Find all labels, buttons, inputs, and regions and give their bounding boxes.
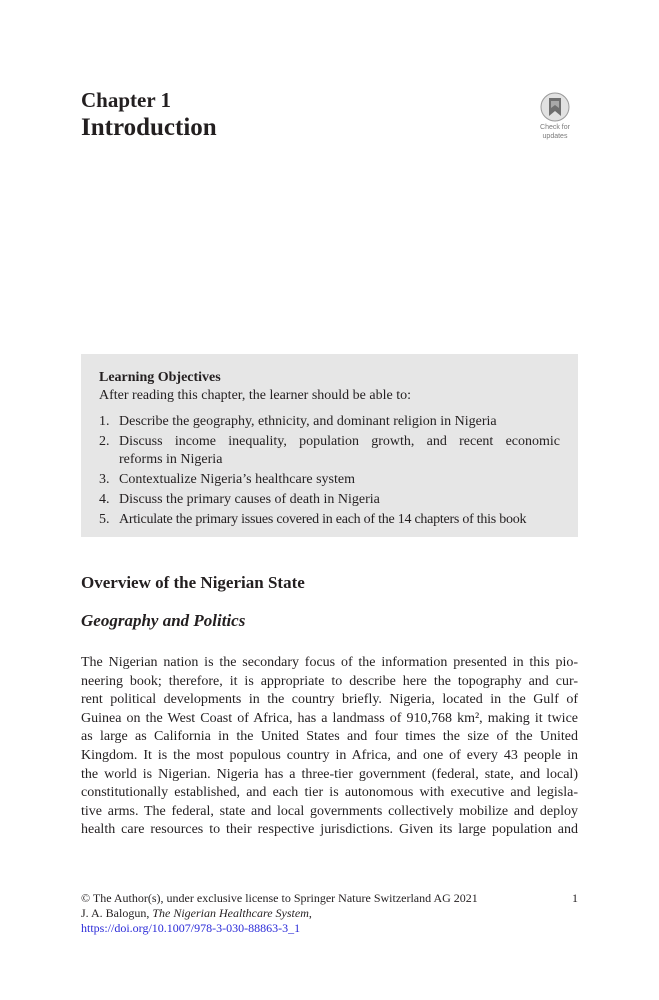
list-item	[99, 413, 560, 431]
list-item	[99, 511, 560, 529]
list-item-number: 3.	[99, 472, 110, 487]
objectives-intro: After reading this chapter, the learner should be able to:	[99, 388, 411, 403]
list-item-text: Discuss the primary causes of death in Nigeria	[119, 492, 380, 507]
check-for-updates-badge[interactable]	[533, 92, 577, 140]
subsection-heading: Geography and Politics	[81, 611, 246, 630]
body-line: constitutionally established, and each tier is autonomous with executive and legisla-	[81, 785, 578, 801]
body-line: health care resources to their respective jurisdictions. Given its large population and	[81, 822, 578, 838]
citation-author: J. A. Balogun,	[81, 906, 153, 920]
list-item	[99, 433, 560, 469]
body-line: The Nigerian nation is the secondary focus of the information presented in this pio-	[81, 655, 578, 670]
list-item-number: 2.	[99, 434, 110, 449]
learning-objectives-box	[81, 354, 578, 537]
citation-book-title: The Nigerian Healthcare System	[152, 906, 309, 920]
badge-line-1: Check for	[540, 124, 570, 131]
list-item-number: 1.	[99, 414, 110, 429]
body-line: Guinea on the West Coast of Africa, has a landmass of 910,768 km², making it twice	[81, 710, 578, 726]
body-line: tive arms. The federal, state and local governments collectively mobilize and deploy	[81, 803, 578, 819]
objectives-list	[99, 413, 560, 531]
badge-line-2: updates	[542, 133, 568, 140]
body-line: as large as California in the United States and four times the size of the United	[81, 729, 578, 745]
list-item	[99, 471, 560, 489]
body-line: Kingdom. It is the most populous country in Africa, and one of every 43 people in	[81, 747, 578, 763]
page-number: 1	[572, 891, 578, 905]
body-paragraph	[81, 654, 578, 840]
list-item-number: 5.	[99, 512, 110, 527]
list-item	[99, 491, 560, 509]
copyright-line: © The Author(s), under exclusive license to Springer Nature Switzerland AG 2021	[81, 891, 478, 905]
bookmark-crossmark-icon	[540, 92, 570, 122]
list-item-text: Articulate the primary issues covered in each of the 14 chapters of this book	[119, 512, 527, 527]
list-item-text: Describe the geography, ethnicity, and dominant religion in Nigeria	[119, 414, 497, 429]
chapter-label: Chapter 1	[81, 88, 172, 112]
section-heading: Overview of the Nigerian State	[81, 573, 305, 592]
citation-punctuation: ,	[308, 906, 312, 920]
page-footer	[81, 891, 578, 936]
doi-link[interactable]: https://doi.org/10.1007/978-3-030-88863-3_1	[81, 921, 301, 935]
list-item-text-continued: reforms in Nigeria	[119, 452, 223, 467]
chapter-title: Introduction	[81, 114, 217, 141]
list-item-number: 4.	[99, 492, 110, 507]
objectives-heading: Learning Objectives	[99, 370, 221, 385]
body-line: rent political developments in the country briefly. Nigeria, located in the Gulf of	[81, 692, 578, 708]
body-line: neering book; therefore, it is appropriate to describe here the topography and cur-	[81, 673, 578, 689]
body-line: the world is Nigerian. Nigeria has a three-tier government (federal, state, and local)	[81, 766, 578, 782]
list-item-text: Contextualize Nigeria’s healthcare system	[119, 472, 355, 487]
citation-line	[81, 906, 578, 921]
list-item-text: Discuss income inequality, population growth, and recent economic	[119, 434, 560, 449]
